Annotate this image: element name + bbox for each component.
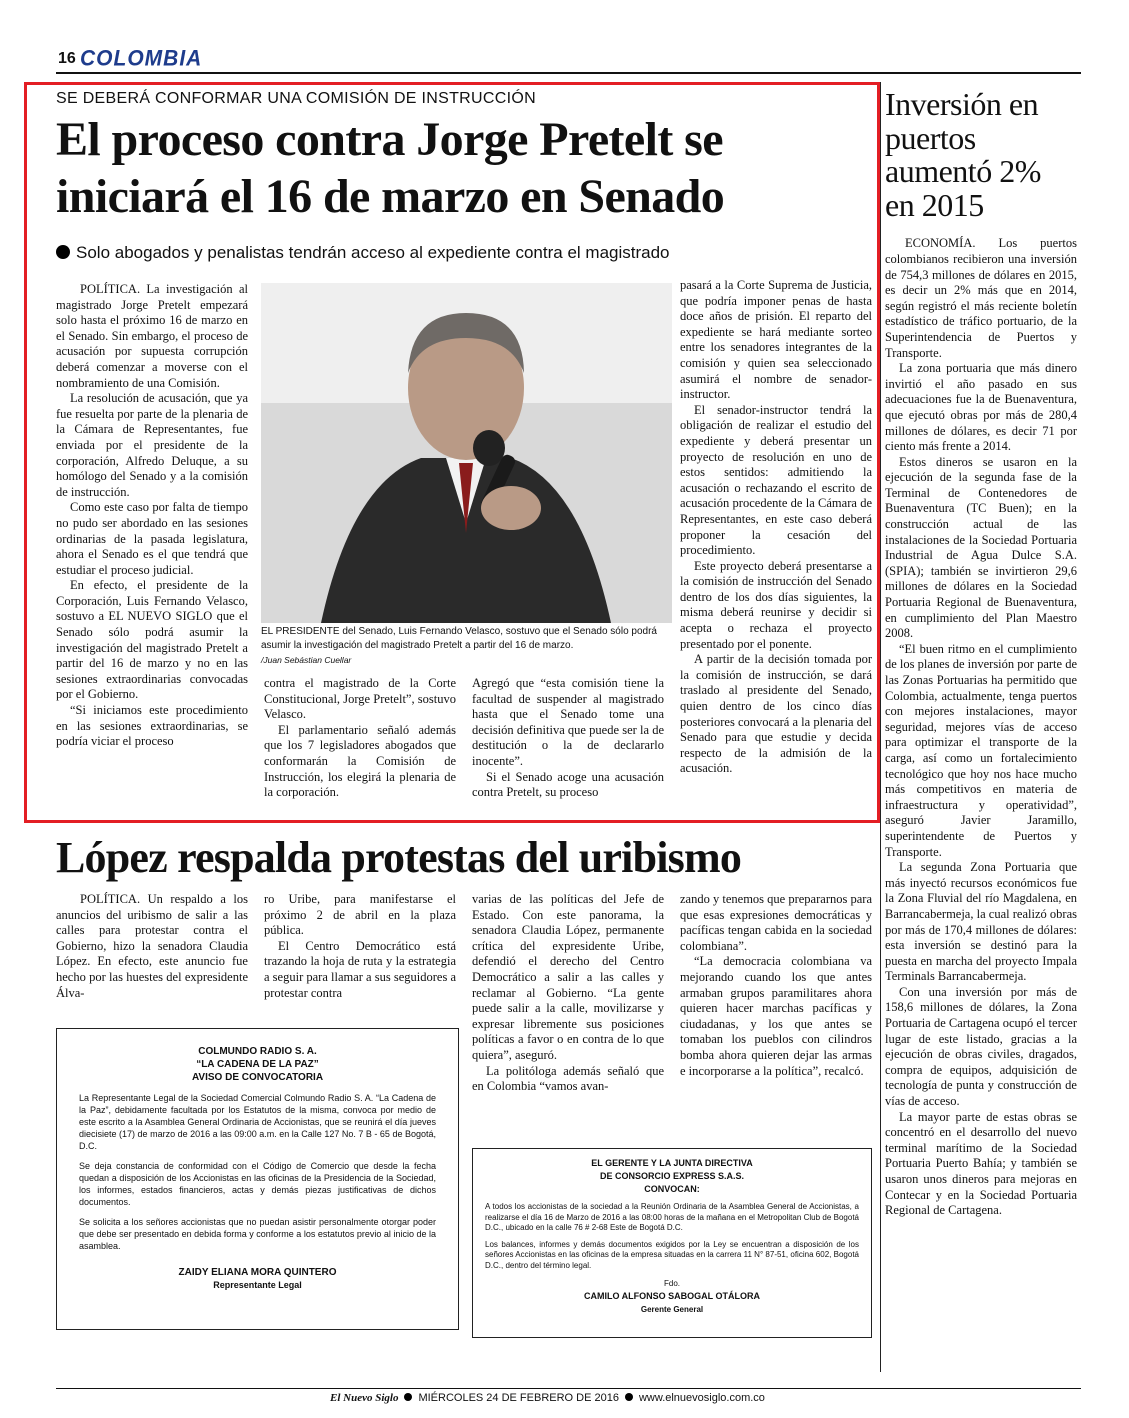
footer-paper-name: El Nuevo Siglo <box>330 1392 399 1404</box>
paragraph: zando y tenemos que prepararnos para que esas expresiones democráticas y pacíficas tengan cabida en la sociedad colombiana”. <box>680 892 872 953</box>
paragraph: ro Uribe, para manifestarse el próximo 2 de abril en la plaza pública. <box>264 892 456 938</box>
paragraph: varias de las políticas del Jefe de Estado. Con este panorama, la senadora Claudia López, permanente crítica del expresidente Uribe, defendió el derecho del Centro Democrático a salir a las calles y reclamar al Gobierno. “La gente puede salir a la calle, movilizarse y expresar libremente sus posiciones políticas a favor o en contra de lo que quiera”, aseguró. <box>472 892 664 1062</box>
paragraph: En efecto, el presidente de la Corporación, Luis Fernando Velasco, sostuvo a EL NUEVO SIGLO que el Senado sólo podrá asumir la investigación del magistrado Pretelt a partir del 16 de marzo y no en las sesiones extraordinarias convocadas por el Gobierno. <box>56 578 248 702</box>
article-headline: El proceso contra Jorge Pretelt se iniciará el 16 de marzo en Senado <box>56 113 725 223</box>
ad-title: COLMUNDO RADIO S. A. <box>198 1046 317 1057</box>
sidebar-article <box>885 88 1077 1219</box>
photo-credit: /Juan Sebástian Cuellar <box>261 655 352 665</box>
paragraph: “El buen ritmo en el cumplimiento de los planes de inversión por parte de las Zonas Portuarias ha permitido que Colombia, actualmente, tenga puertos con mejores instalaciones, mayor seguridad, mejores vías de acceso para optimizar el transporte de la carga, así como un fortalecimiento tecnológico que hoy nos hace mucho más competitivos en materia de infraestructura y operatividad”, aseguró Javier Jaramillo, superintendente de Puertos y Transporte. <box>885 641 1077 859</box>
footer-date: MIÉRCOLES 24 DE FEBRERO DE 2016 <box>418 1392 619 1404</box>
ad-title: EL GERENTE Y LA JUNTA DIRECTIVA <box>591 1158 753 1168</box>
bullet-icon <box>625 1393 633 1401</box>
second-column-4 <box>680 892 872 1079</box>
article-kicker: SE DEBERÁ CONFORMAR UNA COMISIÓN DE INSTRUCCIÓN <box>56 90 536 107</box>
ad-heading: AVISO DE CONVOCATORIA <box>191 1072 324 1083</box>
paragraph: El Centro Democrático está trazando la hoja de ruta y la estrategia a seguir para llamar a sus seguidores a protestar contra <box>264 938 456 1000</box>
paragraph: Estos dineros se usaron en la ejecución de la segunda fase de la Terminal de Contenedores de Buenaventura (TC Buen); en la construcción actual de las instalaciones de la Sociedad Portuaria Industrial de Agua Dulce S.A. (SPIA); también se invirtieron 29,6 millones de dólares en la Sociedad Portuaria Regional de Buenaventura, en cumplimiento del Plan Maestro 2008. <box>885 454 1077 641</box>
second-column-1 <box>56 892 248 1001</box>
ad-colmundo <box>56 1028 459 1330</box>
paragraph: Este proyecto deberá presentarse a la comisión de instrucción del Senado dentro de los dos días siguientes, la misma deberá reunirse y decidir si acepta o rechaza el proyecto presentado por el ponente. <box>680 558 872 651</box>
article-photo <box>261 283 672 623</box>
photo-caption <box>261 625 672 667</box>
paragraph: El parlamentario señaló además que los 7 legisladores abogados que conformarán la Comisión de Instrucción, los elegirá la plenaria de la corporación. <box>264 722 456 800</box>
header-rule <box>56 72 1081 74</box>
paragraph: El senador-instructor tendrá la obligación de realizar el estudio del expediente y deberá presentar un proyecto de resolución en uno de estos sentidos: admitiendo la acusación o rechazando el escrito de acusación procedente de la Cámara de Representantes, en este caso deberá proponer la cesación del procedimiento. <box>680 402 872 558</box>
ad-signature-role: Representante Legal <box>213 1280 302 1290</box>
article-deck <box>56 243 670 263</box>
sidebar-headline: Inversión en puertos aumentó 2% en 2015 <box>885 86 1041 223</box>
ad-signature-name: ZAIDY ELIANA MORA QUINTERO <box>178 1267 337 1278</box>
footer <box>330 1392 765 1404</box>
ad-paragraph: Los balances, informes y demás documentos exigidos por la Ley se encuentran a disposición de los señores Accionistas en las oficinas de la empresa situadas en la carrera 11 N° 87-51, oficina 602, Bogotá D.C., dentro del término legal. <box>485 1239 859 1270</box>
footer-rule <box>56 1388 1081 1389</box>
ad-consorcio <box>472 1148 872 1338</box>
bullet-icon <box>404 1393 412 1401</box>
paragraph: La zona portuaria que más dinero invirtió el año pasado en sus adecuaciones fue la de Buenaventura, que ejecutó obras por más de 280,4 millones de dólares, es decir 71 por ciento más frente a 2014. <box>885 361 1077 454</box>
paragraph: La segunda Zona Portuaria que más inyectó recursos económicos fue la Zona Fluvial del río Magdalena, en Barrancabermeja, la cual realizó obras por más de 170,4 millones de dólares: esta inversión se destinó para la puesta en marcha del proyecto Impala Terminals Barrancabermeja. <box>885 860 1077 984</box>
paragraph: ECONOMÍA. Los puertos colombianos recibieron una inversión de 754,3 millones de dólares en 2015, es decir un 2% más que en 2014, según registró el más reciente boletín estadístico de tráfico portuario, de la Superintendencia de Puertos y Transporte. <box>885 236 1077 360</box>
second-column-3 <box>472 892 664 1095</box>
paragraph: pasará a la Corte Suprema de Justicia, que podría imponer penas de hasta doce años de prisión. El reparto del expediente se hará mediante sorteo entre los senadores integrantes de la comisión y quien sea seleccionado asumirá el nombre de senador-instructor. <box>680 278 872 402</box>
paragraph: “Si iniciamos este procedimiento en las sesiones extraordinarias, se podría viciar el proceso <box>56 703 248 749</box>
deck-text: Solo abogados y penalistas tendrán acceso al expediente contra el magistrado <box>76 243 670 262</box>
ad-subtitle: “LA CADENA DE LA PAZ” <box>196 1059 319 1070</box>
sidebar-body <box>885 236 1077 1218</box>
section-name: COLOMBIA <box>80 46 203 71</box>
caption-text: EL PRESIDENTE del Senado, Luis Fernando Velasco, sostuvo que el Senado sólo podrá asumir la investigación del magistrado Pretelt a partir del 16 de marzo. <box>261 626 657 651</box>
photo-of-speaker <box>261 283 672 623</box>
page-number: 16 <box>58 50 76 67</box>
ad-paragraph: A todos los accionistas de la sociedad a la Reunión Ordinaria de la Asamblea General de Accionistas, a realizarse el día 16 de Marzo de 2016 a las 08:00 horas de la mañana en el Metropolitan Club de Bogotá D.C., ubicado en la calle 76 # 2-68 Este de Bogotá D.C. <box>485 1202 859 1232</box>
paragraph: La resolución de acusación, que ya fue resuelta por parte de la plenaria de la Cámara de Representantes, fue enviada por el presidente de la corporación, Alfredo Deluque, a su homólogo del Senado y a la comisión de instrucción. <box>56 391 248 499</box>
ad-paragraph: Se solicita a los señores accionistas que no puedan asistir personalmente otorgar poder que debe ser presentado en debida forma y conforme a los estatutos previo al inicio de la asamblea. <box>79 1217 436 1251</box>
paragraph: “La democracia colombiana va mejorando cuando los que antes armaban grupos paramilitares ahora quieren hacer marchas pacíficas y ciudadanas, y los que antes se tomaban los pueblos con cilindros bomba ahora quieren dejar las armas e incorporarse a la política”, recalcó. <box>680 954 872 1078</box>
second-column-2 <box>264 892 456 1001</box>
ad-fdo: Fdo. <box>663 1279 680 1288</box>
paragraph: contra el magistrado de la Corte Constitucional, Jorge Pretelt”, sostuvo Velasco. <box>264 676 456 722</box>
ad-paragraph: La Representante Legal de la Sociedad Comercial Colmundo Radio S. A. “La Cadena de la Paz”, debidamente facultada por los Estatutos de la misma, convoca por medio de este escrito a la Asamblea General Ordinaria de Accionistas, que se reunirá el día jueves diecisiete (17) de marzo de 2016 a las 09:00 a.m. en la Calle 127 No. 7 B - 65 de Bogotá, D.C. <box>79 1093 436 1151</box>
footer-url: www.elnuevosiglo.com.co <box>638 1392 765 1404</box>
paragraph: POLÍTICA. Un respaldo a los anuncios del uribismo de salir a las calles para protestar contra el Gobierno, hizo la senadora Claudia López. En efecto, este anuncio fue hecho por las huestes del expresidente Álva- <box>56 892 248 1000</box>
column-divider <box>880 82 881 1372</box>
paragraph: Con una inversión por más de 158,6 millones de dólares, la Zona Portuaria de Cartagena ocupó el tercer lugar de este listado, gracias a la ejecución de obras civiles, dragados, compra de equipos, adquisición de tecnología de punta y construcción de vías de acceso. <box>885 984 1077 1109</box>
paragraph: La politóloga además señaló que en Colombia “vamos avan- <box>472 1063 664 1094</box>
ad-signature-name: CAMILO ALFONSO SABOGAL OTÁLORA <box>584 1291 760 1301</box>
ad-signature-role: Gerente General <box>640 1305 704 1314</box>
paragraph: La mayor parte de estas obras se concentró en el desarrollo del nuevo terminal marítimo de la Sociedad Portuaria Puerto Bahía; y también se usaron unos dineros para mejoras en Contecar y en la Sociedad Portuaria Regional de Cartagena. <box>885 1109 1077 1218</box>
paragraph: POLÍTICA. La investigación al magistrado Jorge Pretelt empezará solo hasta el próximo 16 de marzo en el Senado. Sin embargo, el proceso de acusación por supuesta corrupción deberá comenzar a moverse con el nombramiento de una Comisión. <box>56 282 248 390</box>
ad-paragraph: Se deja constancia de conformidad con el Código de Comercio que desde la fecha quedan a disposición de los Accionistas en las oficinas de la Presidencia de la Sociedad, los informes, estados financieros, actas y demás piezas justificativas de dichos documentos. <box>79 1161 436 1207</box>
paragraph: Agregó que “esta comisión tiene la facultad de suspender al magistrado hasta que el Senado tome una decisión definitiva que puede ser la de destitución o la de declararlo inocente”. <box>472 676 664 768</box>
paragraph: Si el Senado acoge una acusación contra Pretelt, su proceso <box>472 769 664 800</box>
ad-heading: CONVOCAN: <box>644 1184 700 1194</box>
article-column-1 <box>56 282 248 750</box>
article-column-3 <box>472 676 664 801</box>
paragraph: Como este caso por falta de tiempo no pudo ser abordado en las sesiones ordinarias de la pasada legislatura, ahora el Senado es el que tendrá que estudiar el proceso judicial. <box>56 500 248 577</box>
paragraph: A partir de la decisión tomada por la comisión de instrucción, se dará traslado al presidente del Senado, quien dentro de los cinco días posteriores convocará a la plenaria del Senado para que estudie y decida respecto de la admisión de la acusación. <box>680 652 872 776</box>
article-column-2 <box>264 676 456 801</box>
article-column-4 <box>680 278 872 777</box>
second-headline: López respalda protestas del uribismo <box>56 833 742 882</box>
ad-subtitle: DE CONSORCIO EXPRESS S.A.S. <box>599 1171 745 1181</box>
bullet-icon <box>56 245 70 259</box>
